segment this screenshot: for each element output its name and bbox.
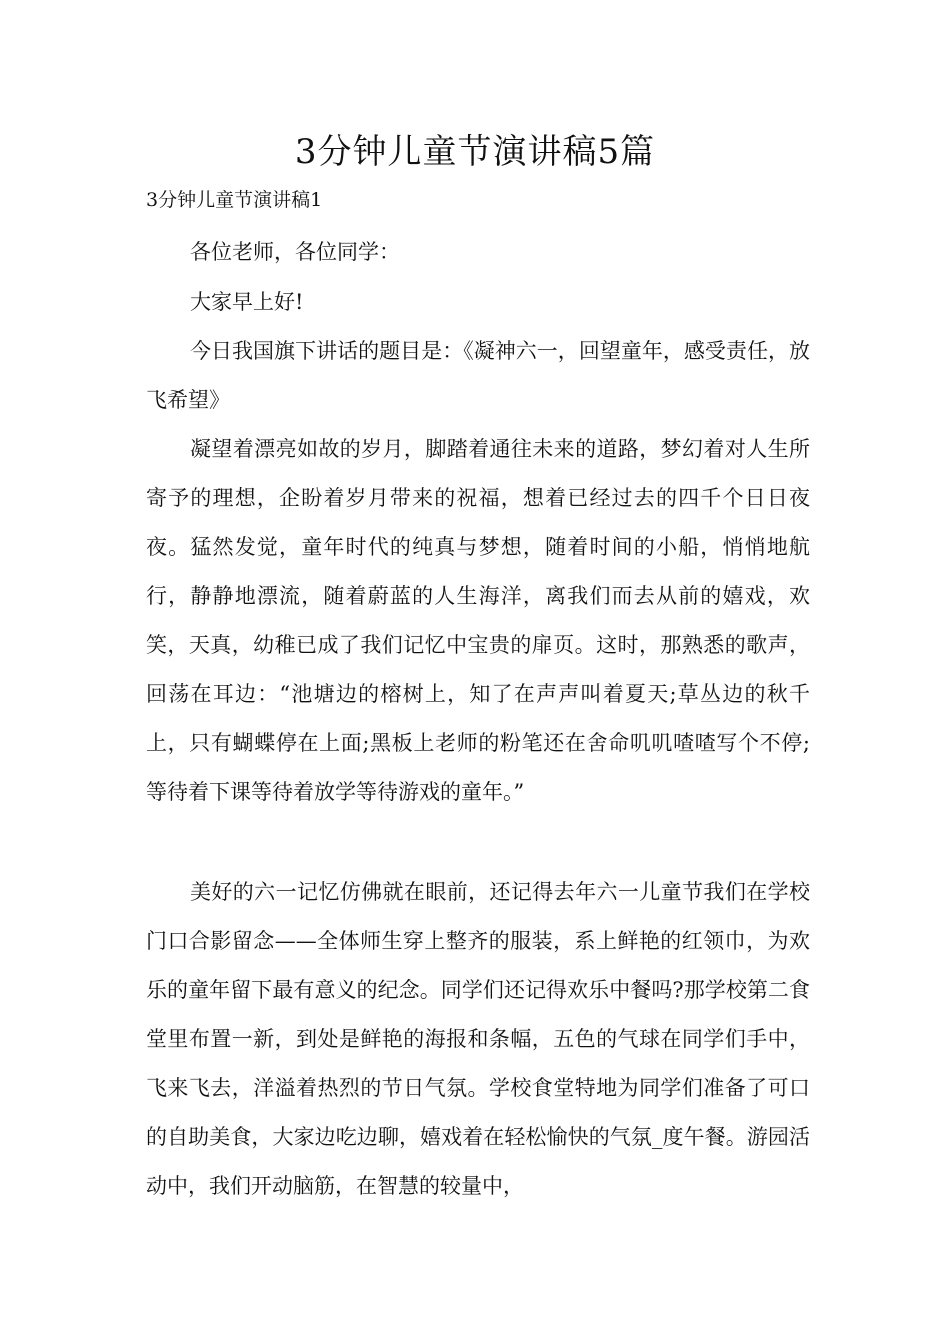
section-heading: 3分钟儿童节演讲稿1: [146, 189, 323, 211]
paragraph-morning: 大家早上好!: [190, 290, 304, 314]
paragraph-greeting: 各位老师，各位同学：: [190, 240, 400, 264]
paragraph-memory: 美好的六一记忆仿佛就在眼前，还记得去年六一儿童节我们在学校门口合影留念——全体师生穿上整齐的服装，系上鲜艳的红领巾，为欢乐的童年留下最有意义的纪念。同学们还记得欢乐中餐吗?那学校第二食堂里布置一新，到处是鲜艳的海报和条幅，五色的气球在同学们手中，飞来飞去，洋溢着热烈的节日气氛。学校食堂特地为同学们准备了可口的自助美食，大家边吃边聊，嬉戏着在轻松愉快的气氛_度午餐。游园活动中，我们开动脑筋，在智慧的较量中，: [146, 880, 810, 1198]
paragraph-reflection: 凝望着漂亮如故的岁月，脚踏着通往未来的道路，梦幻着对人生所寄予的理想，企盼着岁月带来的祝福，想着已经过去的四千个日日夜夜。猛然发觉，童年时代的纯真与梦想，随着时间的小船，悄悄地航行，静静地漂流，随着蔚蓝的人生海洋，离我们而去从前的嬉戏，欢笑，天真，幼稚已成了我们记忆中宝贵的扉页。这时，那熟悉的歌声，回荡在耳边：“池塘边的榕树上，知了在声声叫着夏天;草丛边的秋千上，只有蝴蝶停在上面;黑板上老师的粉笔还在舍命叽叽喳喳写个不停;等待着下课等待着放学等待游戏的童年。”: [146, 437, 810, 804]
page-title: 3分钟儿童节演讲稿5篇: [294, 132, 656, 172]
paragraph-topic: 今日我国旗下讲话的题目是：《凝神六一，回望童年，感受责任，放飞希望》: [146, 339, 810, 412]
